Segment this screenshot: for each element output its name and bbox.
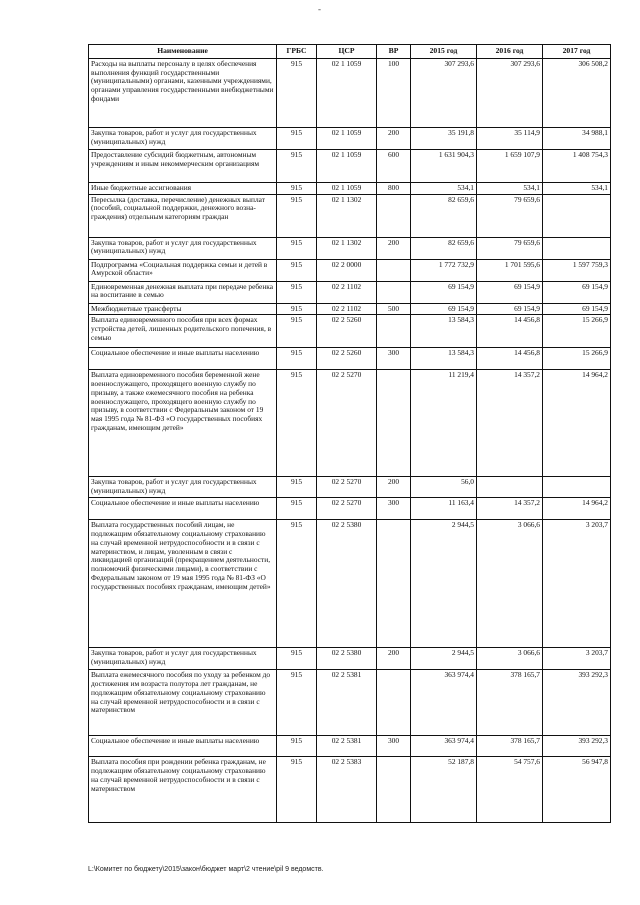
row-vr-cell (377, 194, 411, 237)
row-2016-cell: 378 165,7 (477, 670, 543, 736)
row-name-cell: Иные бюджетные ассигнования (89, 183, 277, 195)
row-vr-cell: 200 (377, 128, 411, 150)
row-grbs-cell: 915 (277, 150, 317, 183)
row-grbs-cell: 915 (277, 520, 317, 648)
row-vr-cell: 200 (377, 477, 411, 498)
table-row (89, 259, 611, 281)
row-2017-cell: 534,1 (543, 183, 611, 195)
row-csr-cell: 02 1 1059 (317, 183, 377, 195)
column-header-csr: ЦСР (317, 45, 377, 59)
row-grbs-cell: 915 (277, 237, 317, 259)
row-2017-cell: 1 408 754,3 (543, 150, 611, 183)
row-grbs-cell: 915 (277, 259, 317, 281)
row-grbs-cell: 915 (277, 128, 317, 150)
row-2017-cell: 393 292,3 (543, 736, 611, 757)
row-name-cell: Предоставление субсидий бюджетным, автономным учреждениям и иным некоммерческим организациям (89, 150, 277, 183)
table-row (89, 237, 611, 259)
column-header-2017: 2017 год (543, 45, 611, 59)
row-csr-cell: 02 1 1302 (317, 194, 377, 237)
row-grbs-cell: 915 (277, 670, 317, 736)
header-mark: - (318, 4, 321, 14)
row-name-cell: Выплата ежемесячного пособия по уходу за ребенком до достижения им возраста полутора лет гражданам, не подлежащим обязательному социальному страхованию на случай временной нетрудоспособности и в связи с материнством (89, 670, 277, 736)
row-name-cell: Социальное обеспечение и иные выплаты населению (89, 736, 277, 757)
row-2017-cell: 34 988,1 (543, 128, 611, 150)
row-grbs-cell: 915 (277, 498, 317, 520)
table-row (89, 303, 611, 315)
row-2017-cell: 14 964,2 (543, 370, 611, 477)
row-2015-cell: 82 659,6 (411, 194, 477, 237)
row-csr-cell: 02 2 1102 (317, 303, 377, 315)
row-2016-cell: 534,1 (477, 183, 543, 195)
row-grbs-cell: 915 (277, 315, 317, 348)
table-header-row (89, 45, 611, 59)
row-grbs-cell: 915 (277, 281, 317, 303)
row-2016-cell: 14 357,2 (477, 498, 543, 520)
row-2015-cell: 11 219,4 (411, 370, 477, 477)
row-2016-cell: 79 659,6 (477, 237, 543, 259)
row-2017-cell: 56 947,8 (543, 757, 611, 823)
row-grbs-cell: 915 (277, 348, 317, 370)
row-name-cell: Подпрограмма «Социальная поддержка семьи и детей в Амурской области» (89, 259, 277, 281)
row-2017-cell (543, 237, 611, 259)
table-row (89, 281, 611, 303)
row-csr-cell: 02 2 0000 (317, 259, 377, 281)
row-name-cell: Выплата единовременного пособия беременной жене военнослужащего, проходящего военную службу по призыву, а также ежемесячного пособия на ребенка военнослужащего, проходящего военную службу по призыву, в соответствии с Федеральным законом от 19 мая 1995 года № 81-ФЗ «О государственных пособиях гражданам, имеющим детей» (89, 370, 277, 477)
table-row (89, 736, 611, 757)
row-2015-cell: 2 944,5 (411, 520, 477, 648)
table-row (89, 128, 611, 150)
column-header-vr: ВР (377, 45, 411, 59)
row-grbs-cell: 915 (277, 477, 317, 498)
row-2016-cell: 35 114,9 (477, 128, 543, 150)
row-csr-cell: 02 1 1059 (317, 59, 377, 128)
row-2016-cell: 69 154,9 (477, 281, 543, 303)
row-grbs-cell: 915 (277, 757, 317, 823)
row-csr-cell: 02 2 5270 (317, 498, 377, 520)
row-2017-cell (543, 194, 611, 237)
row-2015-cell: 534,1 (411, 183, 477, 195)
row-grbs-cell: 915 (277, 194, 317, 237)
row-2015-cell: 69 154,9 (411, 303, 477, 315)
row-2015-cell: 35 191,8 (411, 128, 477, 150)
row-2016-cell: 14 357,2 (477, 370, 543, 477)
row-2017-cell: 15 266,9 (543, 315, 611, 348)
row-2016-cell: 307 293,6 (477, 59, 543, 128)
file-path-footer: L:\Комитет по бюджету\2015\закон\бюджет март\2 чтение\рil 9 ведомств. (88, 866, 324, 873)
row-2015-cell: 1 631 904,3 (411, 150, 477, 183)
table-row (89, 370, 611, 477)
row-2015-cell: 11 163,4 (411, 498, 477, 520)
row-name-cell: Единовременная денежная выплата при передаче ребенка на воспитание в семью (89, 281, 277, 303)
table-row (89, 59, 611, 128)
row-name-cell: Межбюджетные трансферты (89, 303, 277, 315)
row-vr-cell (377, 370, 411, 477)
row-csr-cell: 02 2 5270 (317, 370, 377, 477)
row-2015-cell: 69 154,9 (411, 281, 477, 303)
row-2016-cell: 1 701 595,6 (477, 259, 543, 281)
row-vr-cell: 500 (377, 303, 411, 315)
row-name-cell: Выплата государственных пособий лицам, не подлежащим обязательному социальному страхованию на случай временной нетрудоспособности и в связи с материнством, и лицам, уволенным в связи с ликвидацией организаций (прекращением деятельности, полномочий физическими лицами), в соответствии с Федеральным законом от 19 мая 1995 года № 81-ФЗ «О государственных пособиях гражданам, имеющим детей» (89, 520, 277, 648)
row-2016-cell: 79 659,6 (477, 194, 543, 237)
row-2015-cell: 363 974,4 (411, 736, 477, 757)
row-name-cell: Социальное обеспечение и иные выплаты населению (89, 348, 277, 370)
row-2015-cell: 363 974,4 (411, 670, 477, 736)
column-header-2015: 2015 год (411, 45, 477, 59)
row-2015-cell: 82 659,6 (411, 237, 477, 259)
row-vr-cell: 600 (377, 150, 411, 183)
row-csr-cell: 02 2 5383 (317, 757, 377, 823)
row-2016-cell: 69 154,9 (477, 303, 543, 315)
row-2016-cell: 3 066,6 (477, 520, 543, 648)
row-2016-cell: 14 456,8 (477, 315, 543, 348)
row-2017-cell: 15 266,9 (543, 348, 611, 370)
row-vr-cell (377, 281, 411, 303)
table-row (89, 477, 611, 498)
row-2015-cell: 2 944,5 (411, 648, 477, 670)
row-vr-cell (377, 520, 411, 648)
row-csr-cell: 02 2 5260 (317, 348, 377, 370)
row-grbs-cell: 915 (277, 648, 317, 670)
row-name-cell: Выплата пособия при рождении ребенка гражданам, не подлежащим обязательному социальному страхованию на случай временной нетрудоспособности и в связи с материнством (89, 757, 277, 823)
row-csr-cell: 02 2 5381 (317, 736, 377, 757)
row-csr-cell: 02 2 1102 (317, 281, 377, 303)
row-2016-cell: 14 456,8 (477, 348, 543, 370)
row-2017-cell: 69 154,9 (543, 281, 611, 303)
row-csr-cell: 02 2 5380 (317, 520, 377, 648)
row-csr-cell: 02 1 1059 (317, 150, 377, 183)
row-csr-cell: 02 2 5260 (317, 315, 377, 348)
table-row (89, 648, 611, 670)
table-row (89, 520, 611, 648)
row-2015-cell: 13 584,3 (411, 348, 477, 370)
row-name-cell: Пересылка (доставка, перечисление) денежных выплат (пособий, социальной поддержки, денежного вознаграждения) отдельным категориям граждан (89, 194, 277, 237)
row-name-cell: Расходы на выплаты персоналу в целях обеспечения выполнения функций государственными (муниципальными) органами, казенными учреждениями, органами управления государственными внебюджетными фондами (89, 59, 277, 128)
table-row (89, 150, 611, 183)
row-2017-cell: 306 508,2 (543, 59, 611, 128)
row-2015-cell: 56,0 (411, 477, 477, 498)
row-vr-cell: 100 (377, 59, 411, 128)
row-2016-cell: 378 165,7 (477, 736, 543, 757)
row-2015-cell: 52 187,8 (411, 757, 477, 823)
row-name-cell: Закупка товаров, работ и услуг для государственных (муниципальных) нужд (89, 237, 277, 259)
row-vr-cell (377, 757, 411, 823)
row-name-cell: Закупка товаров, работ и услуг для государственных (муниципальных) нужд (89, 128, 277, 150)
row-grbs-cell: 915 (277, 59, 317, 128)
row-csr-cell: 02 2 5381 (317, 670, 377, 736)
table-row (89, 670, 611, 736)
row-grbs-cell: 915 (277, 736, 317, 757)
row-name-cell: Социальное обеспечение и иные выплаты населению (89, 498, 277, 520)
row-name-cell: Закупка товаров, работ и услуг для государственных (муниципальных) нужд (89, 477, 277, 498)
row-vr-cell: 300 (377, 498, 411, 520)
row-2017-cell: 3 203,7 (543, 648, 611, 670)
row-2017-cell: 14 964,2 (543, 498, 611, 520)
row-vr-cell: 200 (377, 648, 411, 670)
row-2017-cell: 3 203,7 (543, 520, 611, 648)
row-name-cell: Выплата единовременного пособия при всех формах устройства детей, лишенных родительского попечения, в семью (89, 315, 277, 348)
row-csr-cell: 02 1 1302 (317, 237, 377, 259)
table-row (89, 194, 611, 237)
row-vr-cell (377, 259, 411, 281)
row-2016-cell (477, 477, 543, 498)
column-header-2016: 2016 год (477, 45, 543, 59)
table-row (89, 498, 611, 520)
row-2017-cell: 69 154,9 (543, 303, 611, 315)
row-csr-cell: 02 2 5270 (317, 477, 377, 498)
row-2016-cell: 3 066,6 (477, 648, 543, 670)
row-vr-cell: 300 (377, 736, 411, 757)
row-2015-cell: 307 293,6 (411, 59, 477, 128)
budget-table (88, 44, 611, 823)
row-vr-cell (377, 315, 411, 348)
row-2017-cell: 393 292,3 (543, 670, 611, 736)
row-grbs-cell: 915 (277, 183, 317, 195)
row-2017-cell: 1 597 759,3 (543, 259, 611, 281)
row-csr-cell: 02 2 5380 (317, 648, 377, 670)
row-grbs-cell: 915 (277, 370, 317, 477)
table-row (89, 315, 611, 348)
column-header-name: Наименование (89, 45, 277, 59)
row-vr-cell (377, 670, 411, 736)
row-csr-cell: 02 1 1059 (317, 128, 377, 150)
table-row (89, 348, 611, 370)
row-2016-cell: 54 757,6 (477, 757, 543, 823)
column-header-grbs: ГРБС (277, 45, 317, 59)
row-name-cell: Закупка товаров, работ и услуг для государственных (муниципальных) нужд (89, 648, 277, 670)
row-grbs-cell: 915 (277, 303, 317, 315)
row-vr-cell: 300 (377, 348, 411, 370)
row-2015-cell: 13 584,3 (411, 315, 477, 348)
table-row (89, 757, 611, 823)
row-2015-cell: 1 772 732,9 (411, 259, 477, 281)
row-2016-cell: 1 659 107,9 (477, 150, 543, 183)
row-vr-cell: 200 (377, 237, 411, 259)
table-row (89, 183, 611, 195)
row-2017-cell (543, 477, 611, 498)
row-vr-cell: 800 (377, 183, 411, 195)
